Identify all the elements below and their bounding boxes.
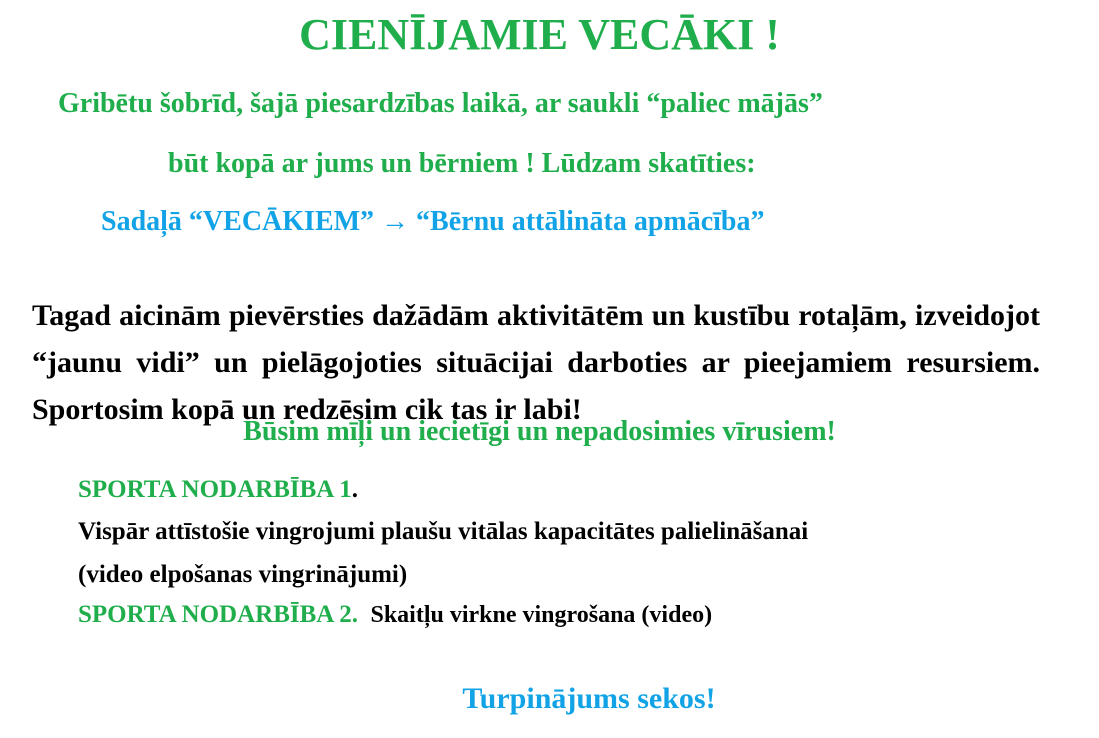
- page-title: CIENĪJAMIE VECĀKI !: [299, 10, 780, 59]
- intro-paragraph: Tagad aicinām pievērsties dažādām aktivitātēm un kustību rotaļām, izveidojot “jaunu vidi” un pielāgojoties situācijai darboties ar pieejamiem resursiem. Sportosim kopā un redzēsim cik tas ir labi!: [32, 299, 1040, 426]
- lesson-1-description: Vispār attīstošie vingrojumi plaušu vitālas kapacitātes palielināšanai: [78, 518, 809, 545]
- greeting-line-1: Gribētu šobrīd, šajā piesardzības laikā, ar saukli “paliec mājās”: [58, 88, 823, 119]
- greeting-line-2: būt kopā ar jums un bērniem ! Lūdzam skatīties:: [168, 148, 756, 179]
- lesson-2-description: Skaitļu virkne vingrošana (video): [370, 602, 713, 628]
- lesson-1-title-suffix: .: [351, 476, 358, 503]
- closing-note: Turpinājums sekos!: [462, 682, 716, 715]
- lesson-1-heading: [78, 472, 358, 508]
- lesson-2-title: SPORTA NODARBĪBA 2.: [78, 601, 358, 628]
- motto: Būsim mīļi un iecietīgi un nepadosimies vīrusiem!: [243, 416, 836, 447]
- section-path: Sadaļā “VECĀKIEM” → “Bērnu attālināta apmācība”: [101, 206, 765, 237]
- lesson-2-heading: [78, 597, 712, 633]
- lesson-1-video-note: (video elpošanas vingrinājumi): [78, 561, 408, 588]
- lesson-1-title: SPORTA NODARBĪBA 1: [78, 476, 352, 503]
